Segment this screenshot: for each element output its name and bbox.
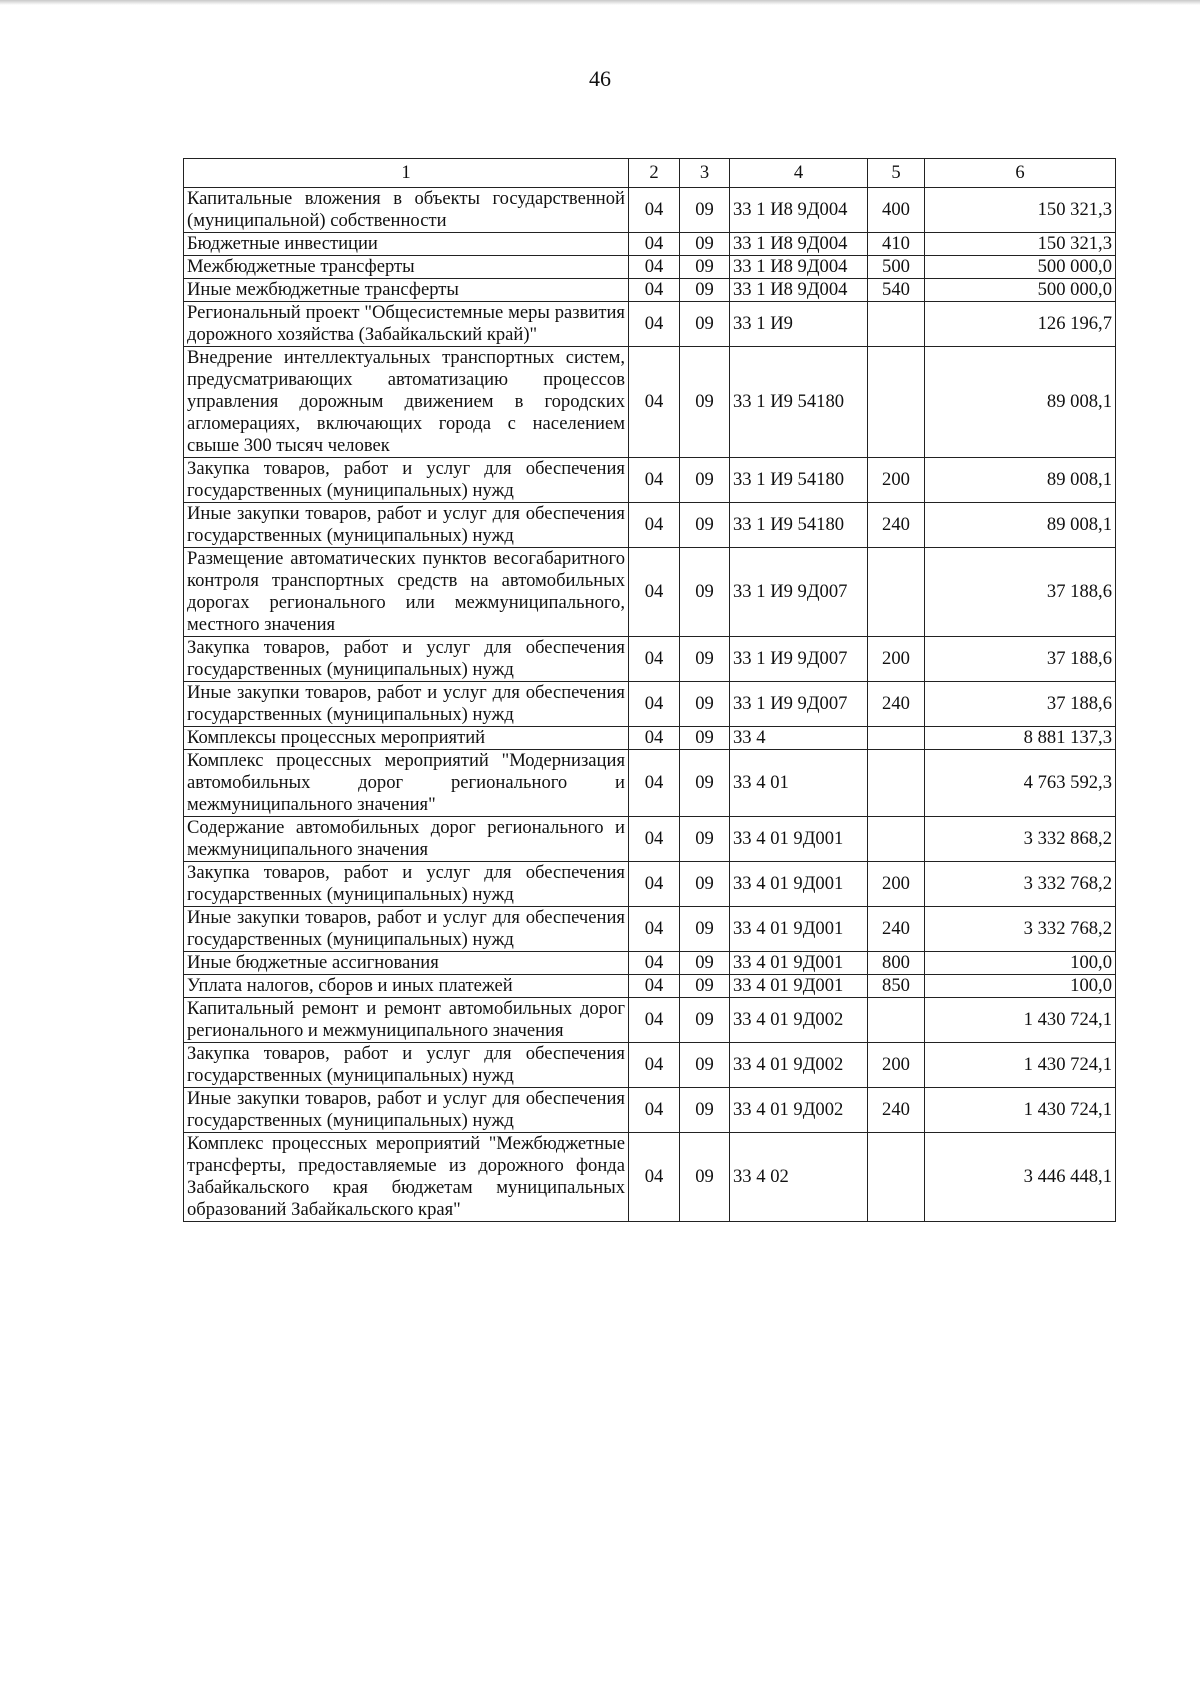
scan-top-edge [0, 0, 1200, 5]
row-subsection: 09 [680, 1088, 730, 1133]
row-expense-type: 410 [868, 233, 925, 256]
row-name: Комплексы процессных мероприятий [184, 727, 629, 750]
row-section: 04 [629, 1088, 680, 1133]
row-amount: 3 446 448,1 [925, 1133, 1116, 1222]
row-amount: 1 430 724,1 [925, 1043, 1116, 1088]
row-target-code: 33 4 01 9Д002 [730, 1043, 868, 1088]
row-expense-type [868, 998, 925, 1043]
row-amount: 8 881 137,3 [925, 727, 1116, 750]
row-target-code: 33 4 01 [730, 750, 868, 817]
header-col-1: 1 [184, 159, 629, 188]
row-target-code: 33 4 02 [730, 1133, 868, 1222]
row-amount: 150 321,3 [925, 188, 1116, 233]
table-row [184, 347, 1116, 458]
table-row [184, 1088, 1116, 1133]
row-amount: 3 332 768,2 [925, 907, 1116, 952]
row-amount: 100,0 [925, 975, 1116, 998]
row-name: Капитальный ремонт и ремонт автомобильных дорог регионального и межмуниципального значения [184, 998, 629, 1043]
row-expense-type [868, 302, 925, 347]
row-name: Закупка товаров, работ и услуг для обеспечения государственных (муниципальных) нужд [184, 458, 629, 503]
row-name: Внедрение интеллектуальных транспортных систем, предусматривающих автоматизацию процессов управления дорожным движением в городских агломерациях, включающих города с населением свыше 300 тысяч человек [184, 347, 629, 458]
row-section: 04 [629, 548, 680, 637]
row-subsection: 09 [680, 279, 730, 302]
table-row [184, 458, 1116, 503]
row-target-code: 33 1 И9 54180 [730, 347, 868, 458]
row-subsection: 09 [680, 1043, 730, 1088]
row-name: Иные закупки товаров, работ и услуг для обеспечения государственных (муниципальных) нужд [184, 907, 629, 952]
table-row [184, 907, 1116, 952]
row-expense-type: 240 [868, 503, 925, 548]
row-expense-type: 200 [868, 1043, 925, 1088]
row-section: 04 [629, 188, 680, 233]
row-subsection: 09 [680, 302, 730, 347]
table-row [184, 975, 1116, 998]
row-target-code: 33 1 И9 54180 [730, 503, 868, 548]
row-name: Комплекс процессных мероприятий "Модернизация автомобильных дорог регионального и межмуниципального значения" [184, 750, 629, 817]
row-section: 04 [629, 503, 680, 548]
row-target-code: 33 1 И9 [730, 302, 868, 347]
row-amount: 37 188,6 [925, 548, 1116, 637]
row-subsection: 09 [680, 750, 730, 817]
row-expense-type: 200 [868, 862, 925, 907]
row-name: Иные закупки товаров, работ и услуг для обеспечения государственных (муниципальных) нужд [184, 503, 629, 548]
table-row [184, 750, 1116, 817]
row-expense-type: 500 [868, 256, 925, 279]
row-amount: 1 430 724,1 [925, 998, 1116, 1043]
row-amount: 500 000,0 [925, 256, 1116, 279]
row-name: Закупка товаров, работ и услуг для обеспечения государственных (муниципальных) нужд [184, 637, 629, 682]
budget-table [183, 158, 1116, 1222]
row-target-code: 33 1 И8 9Д004 [730, 188, 868, 233]
row-section: 04 [629, 279, 680, 302]
header-row [184, 159, 1116, 188]
row-section: 04 [629, 302, 680, 347]
row-section: 04 [629, 998, 680, 1043]
row-subsection: 09 [680, 975, 730, 998]
row-target-code: 33 4 01 9Д002 [730, 1088, 868, 1133]
row-name: Закупка товаров, работ и услуг для обеспечения государственных (муниципальных) нужд [184, 862, 629, 907]
header-col-4: 4 [730, 159, 868, 188]
row-expense-type [868, 727, 925, 750]
row-target-code: 33 4 01 9Д002 [730, 998, 868, 1043]
row-target-code: 33 1 И9 9Д007 [730, 548, 868, 637]
row-subsection: 09 [680, 548, 730, 637]
row-name: Иные закупки товаров, работ и услуг для обеспечения государственных (муниципальных) нужд [184, 1088, 629, 1133]
row-expense-type: 240 [868, 1088, 925, 1133]
row-name: Капитальные вложения в объекты государственной (муниципальной) собственности [184, 188, 629, 233]
row-target-code: 33 4 01 9Д001 [730, 817, 868, 862]
row-amount: 4 763 592,3 [925, 750, 1116, 817]
table-row [184, 302, 1116, 347]
row-amount: 89 008,1 [925, 503, 1116, 548]
row-target-code: 33 1 И8 9Д004 [730, 233, 868, 256]
row-name: Иные бюджетные ассигнования [184, 952, 629, 975]
row-section: 04 [629, 750, 680, 817]
row-amount: 89 008,1 [925, 458, 1116, 503]
row-expense-type: 240 [868, 682, 925, 727]
row-name: Иные межбюджетные трансферты [184, 279, 629, 302]
row-name: Межбюджетные трансферты [184, 256, 629, 279]
row-subsection: 09 [680, 637, 730, 682]
table-row [184, 637, 1116, 682]
row-subsection: 09 [680, 347, 730, 458]
table-row [184, 682, 1116, 727]
row-name: Размещение автоматических пунктов весогабаритного контроля транспортных средств на автомобильных дорогах регионального или межмуниципального, местного значения [184, 548, 629, 637]
row-section: 04 [629, 458, 680, 503]
row-subsection: 09 [680, 233, 730, 256]
row-amount: 100,0 [925, 952, 1116, 975]
row-subsection: 09 [680, 817, 730, 862]
row-expense-type [868, 347, 925, 458]
row-amount: 500 000,0 [925, 279, 1116, 302]
row-amount: 3 332 768,2 [925, 862, 1116, 907]
row-amount: 3 332 868,2 [925, 817, 1116, 862]
row-amount: 89 008,1 [925, 347, 1116, 458]
row-expense-type: 850 [868, 975, 925, 998]
row-section: 04 [629, 862, 680, 907]
row-section: 04 [629, 975, 680, 998]
row-subsection: 09 [680, 998, 730, 1043]
row-name: Содержание автомобильных дорог регионального и межмуниципального значения [184, 817, 629, 862]
table-row [184, 817, 1116, 862]
row-expense-type: 240 [868, 907, 925, 952]
table-row [184, 1133, 1116, 1222]
table-row [184, 952, 1116, 975]
row-section: 04 [629, 682, 680, 727]
row-name: Уплата налогов, сборов и иных платежей [184, 975, 629, 998]
row-subsection: 09 [680, 862, 730, 907]
row-subsection: 09 [680, 952, 730, 975]
table-row [184, 233, 1116, 256]
row-target-code: 33 4 [730, 727, 868, 750]
row-name: Бюджетные инвестиции [184, 233, 629, 256]
table-row [184, 279, 1116, 302]
row-expense-type: 200 [868, 637, 925, 682]
row-target-code: 33 1 И8 9Д004 [730, 279, 868, 302]
row-section: 04 [629, 1133, 680, 1222]
row-target-code: 33 4 01 9Д001 [730, 952, 868, 975]
row-amount: 126 196,7 [925, 302, 1116, 347]
row-name: Иные закупки товаров, работ и услуг для обеспечения государственных (муниципальных) нужд [184, 682, 629, 727]
row-subsection: 09 [680, 503, 730, 548]
page-number: 46 [589, 66, 611, 91]
row-amount: 1 430 724,1 [925, 1088, 1116, 1133]
row-target-code: 33 4 01 9Д001 [730, 862, 868, 907]
row-subsection: 09 [680, 727, 730, 750]
row-subsection: 09 [680, 188, 730, 233]
row-subsection: 09 [680, 907, 730, 952]
table-row [184, 548, 1116, 637]
row-target-code: 33 4 01 9Д001 [730, 975, 868, 998]
row-amount: 37 188,6 [925, 637, 1116, 682]
row-expense-type: 800 [868, 952, 925, 975]
header-col-3: 3 [680, 159, 730, 188]
row-section: 04 [629, 907, 680, 952]
table-row [184, 188, 1116, 233]
row-name: Закупка товаров, работ и услуг для обеспечения государственных (муниципальных) нужд [184, 1043, 629, 1088]
row-section: 04 [629, 1043, 680, 1088]
row-section: 04 [629, 347, 680, 458]
row-target-code: 33 1 И9 54180 [730, 458, 868, 503]
table-row [184, 862, 1116, 907]
table-row [184, 1043, 1116, 1088]
row-name: Комплекс процессных мероприятий "Межбюджетные трансферты, предоставляемые из дорожного фонда Забайкальского края бюджетам муниципальных образований Забайкальского края" [184, 1133, 629, 1222]
row-section: 04 [629, 256, 680, 279]
row-name: Региональный проект "Общесистемные меры развития дорожного хозяйства (Забайкальский край)" [184, 302, 629, 347]
row-target-code: 33 1 И9 9Д007 [730, 637, 868, 682]
table-row [184, 998, 1116, 1043]
row-subsection: 09 [680, 1133, 730, 1222]
header-col-2: 2 [629, 159, 680, 188]
row-amount: 37 188,6 [925, 682, 1116, 727]
row-target-code: 33 1 И8 9Д004 [730, 256, 868, 279]
row-expense-type: 200 [868, 458, 925, 503]
table-row [184, 256, 1116, 279]
table-row [184, 503, 1116, 548]
row-section: 04 [629, 637, 680, 682]
row-expense-type [868, 817, 925, 862]
row-expense-type [868, 1133, 925, 1222]
row-section: 04 [629, 727, 680, 750]
row-subsection: 09 [680, 256, 730, 279]
row-section: 04 [629, 233, 680, 256]
row-subsection: 09 [680, 458, 730, 503]
row-amount: 150 321,3 [925, 233, 1116, 256]
row-target-code: 33 1 И9 9Д007 [730, 682, 868, 727]
row-subsection: 09 [680, 682, 730, 727]
row-target-code: 33 4 01 9Д001 [730, 907, 868, 952]
header-col-6: 6 [925, 159, 1116, 188]
header-col-5: 5 [868, 159, 925, 188]
row-expense-type [868, 548, 925, 637]
row-section: 04 [629, 817, 680, 862]
row-expense-type [868, 750, 925, 817]
row-section: 04 [629, 952, 680, 975]
row-expense-type: 400 [868, 188, 925, 233]
row-expense-type: 540 [868, 279, 925, 302]
table-row [184, 727, 1116, 750]
